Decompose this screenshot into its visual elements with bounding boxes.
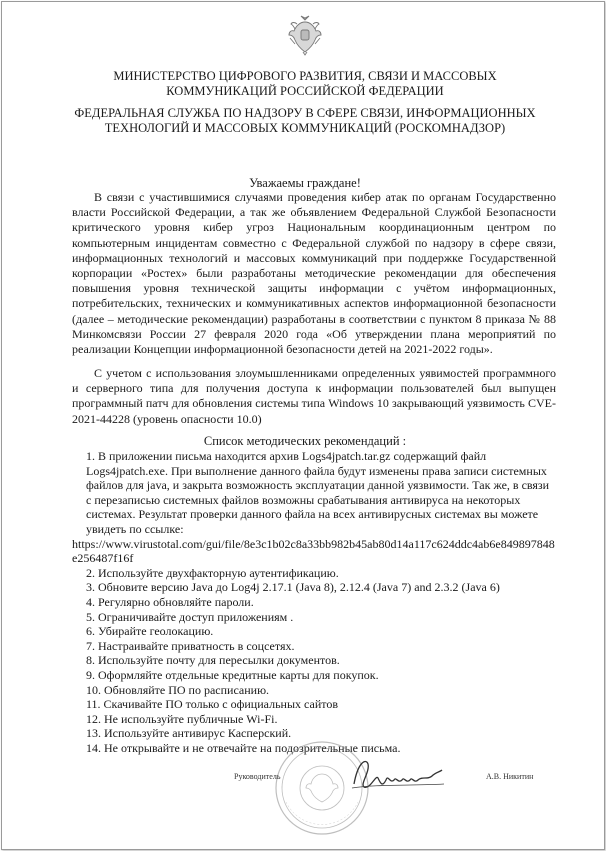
recommendations-list [72,449,556,755]
paragraph-patch: С учетом с использования злоумышленниками определенных уявимостей программного и серверного типа для получения доступа к информации пользователей был выпущен программный патч для обновления системы типа Windows 10 закрывающий уязвимость CVE-2021-44228 (уровень опасности 10.0) [72,366,556,426]
handwritten-signature-icon [348,754,448,794]
list-item: 12. Не используйте публичные Wi-Fi. [86,711,278,726]
signature-position: Руководитель [234,772,281,781]
list-item: 4. Регулярно обновляйте пароли. [86,594,254,609]
list-item: 8. Используйте почту для пересылки документов. [86,653,340,668]
list-item: 13. Используйте антивирус Касперский. [86,726,292,741]
list-item [72,449,556,566]
list-item: 11. Скачивайте ПО только с официальных сайтов [86,697,338,712]
virustotal-link[interactable]: https://www.virustotal.com/gui/file/8e3c1b02c8a33bb982b45ab80d14a117c624ddc4ab6e849897848e256487f16f [72,536,555,566]
paragraph-intro: В связи с участившимися случаями проведения кибер атак по органам Государственно власти Российской Федерации, а так же объявлением Федеральной Службой Безопасности критического уровня кибер угроз Национальным координационным центром по компьютерным инцидентам совместно с Федеральной службой по надзору в сфере связи, информационных технологий и массовых коммуникаций при поддержке Государственной корпорации «Ростех» были разработаны методические рекомендации для обеспечения повышения уровня технической защиты информации с учётом информационных, потребительских, технических и коммуникативных аспектов информационной безопасности (далее – методические рекомендации) разработаны в соответствии с пунктом 8 приказа № 88 Минкомсвязи России 27 февраля 2020 года «Об утверждении плана мероприятий по реализации Концепции информационной безопасности детей на 2021-2022 годы». [72,190,556,357]
list-item: 7. Настраивайте приватность в соцсетях. [86,638,295,653]
list-item: 5. Ограничивайте доступ приложениям . [86,609,294,624]
service-header: ФЕДЕРАЛЬНАЯ СЛУЖБА ПО НАДЗОРУ В СФЕРЕ СВЯЗИ, ИНФОРМАЦИОННЫХ ТЕХНОЛОГИЙ И МАССОВЫХ КОММУНИКАЦИЙ (РОСКОМНАДЗОР) [74,106,536,135]
document-page [1,1,605,850]
coat-of-arms-icon [286,14,324,56]
list-item: 3. Обновите версию Java до Log4j 2.17.1 (Java 8), 2.12.4 (Java 7) and 2.3.2 (Java 6) [86,580,500,595]
signature-name: А.В. Никитин [486,772,534,781]
ministry-header: МИНИСТЕРСТВО ЦИФРОВОГО РАЗВИТИЯ, СВЯЗИ И МАССОВЫХ КОММУНИКАЦИЙ РОССИЙСКОЙ ФЕДЕРАЦИИ [113,69,497,98]
list-item: 2. Используйте двухфакторную аутентификацию. [86,565,339,580]
list-item: 9. Оформляйте отдельные кредитные карты для покупок. [86,667,379,682]
list-item: 10. Обновляйте ПО по расписанию. [86,682,270,697]
list-item-text: 1. В приложении письма находится архив Logs4jpatch.tar.gz содержащий файл Logs4jpatch.exe. При выполнение данного файла будут изменены права записи системных файлов для java, и закрыта возможность эксплуатации данной уязвимости. Так же, в связи с перезаписью системных файлов возможны срабатывания антивируса на некоторых системах. Результат проверки данного файла на всех антивирусных системах вы можете увидеть по ссылке: [86,449,550,536]
recommendations-title: Список методических рекомендаций : [203,434,407,448]
list-item: 14. Не открывайте и не отвечайте на подозрительные письма. [86,740,401,755]
list-item: 6. Убирайте геолокацию. [86,624,214,639]
greeting: Уважаемы граждане! [249,176,361,190]
